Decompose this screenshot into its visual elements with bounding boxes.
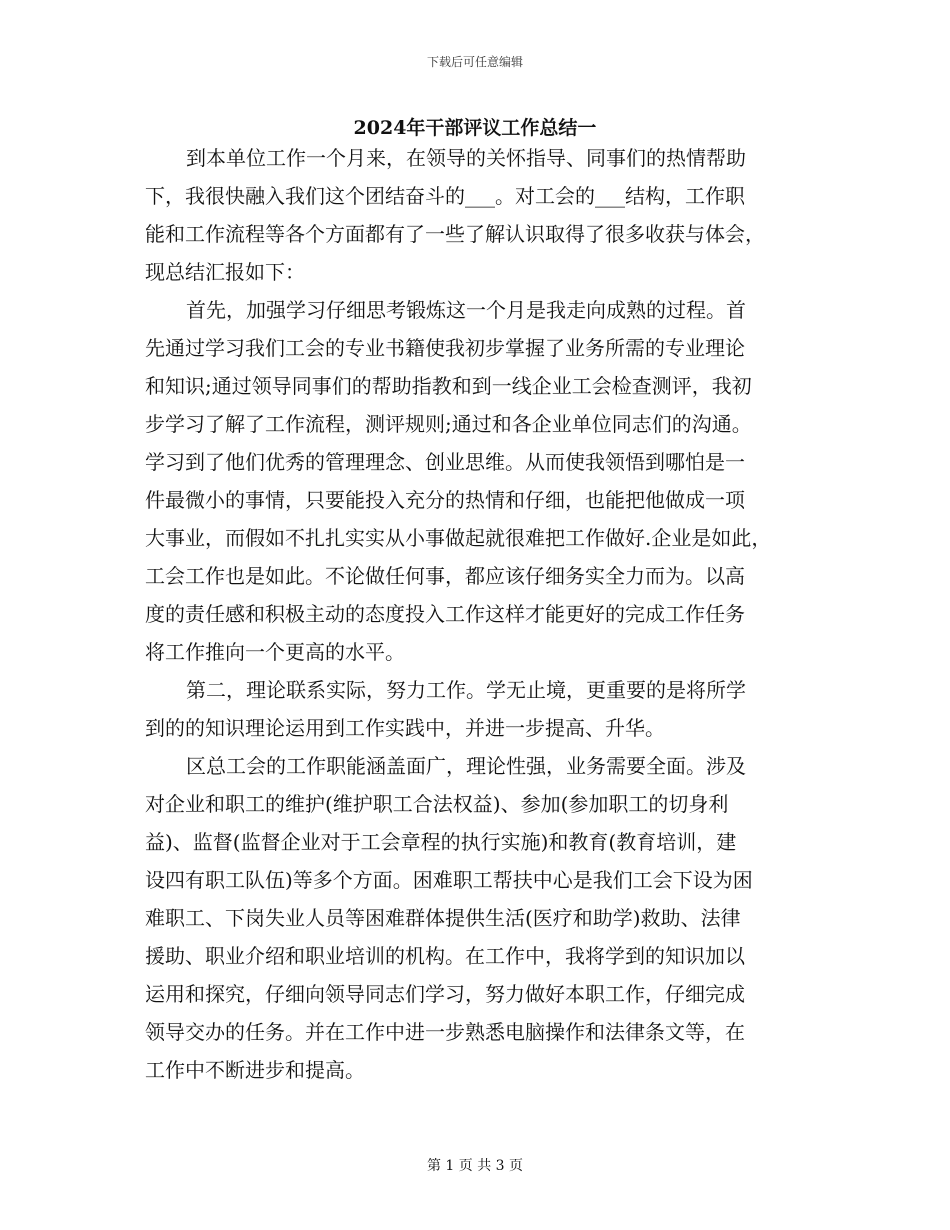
body-line: 大事业，而假如不扎扎实实从小事做起就很难把工作做好.企业是如此，	[145, 526, 772, 550]
body-line: 下，我很快融入我们这个团结奋斗的___。对工会的___结构，工作职	[145, 184, 745, 208]
body-line: 第二，理论联系实际，努力工作。学无止境，更重要的是将所学	[186, 678, 746, 702]
body-line: 将工作推向一个更高的水平。	[145, 640, 405, 664]
body-line: 益)、监督(监督企业对于工会章程的执行实施)和教育(教育培训，建	[145, 830, 737, 854]
body-line: 运用和探究，仔细向领导同志们学习，努力做好本职工作，仔细完成	[145, 982, 745, 1006]
body-line: 到的的知识理论运用到工作实践中，并进一步提高、升华。	[145, 716, 665, 740]
body-line: 领导交办的任务。并在工作中进一步熟悉电脑操作和法律条文等，在	[145, 1020, 745, 1044]
body-line: 步学习了解了工作流程，测评规则;通过和各企业单位同志们的沟通。	[145, 412, 752, 436]
document-title: 2024年干部评议工作总结一	[353, 117, 597, 139]
body-line: 度的责任感和积极主动的态度投入工作这样才能更好的完成工作任务	[145, 602, 745, 626]
body-line: 区总工会的工作职能涵盖面广，理论性强，业务需要全面。涉及	[186, 754, 746, 778]
page-number: 第 1 页 共 3 页	[426, 1158, 524, 1174]
body-line: 先通过学习我们工会的专业书籍使我初步掌握了业务所需的专业理论	[145, 336, 745, 360]
header-note: 下载后可任意编辑	[426, 55, 523, 69]
body-line: 难职工、下岗失业人员等困难群体提供生活(医疗和助学)救助、法律	[145, 906, 741, 930]
body-line: 学习到了他们优秀的管理理念、创业思维。从而使我领悟到哪怕是一	[145, 450, 745, 474]
body-line: 和知识;通过领导同事们的帮助指教和到一线企业工会检查测评，我初	[145, 374, 752, 398]
body-line: 工会工作也是如此。不论做任何事，都应该仔细务实全力而为。以高	[145, 564, 745, 588]
body-line: 现总结汇报如下：	[145, 260, 305, 284]
body-line: 能和工作流程等各个方面都有了一些了解认识取得了很多收获与体会，	[145, 222, 765, 246]
body-line: 对企业和职工的维护(维护职工合法权益)、参加(参加职工的切身利	[145, 792, 729, 816]
body-line: 首先，加强学习仔细思考锻炼这一个月是我走向成熟的过程。首	[186, 298, 746, 322]
body-line: 工作中不断进步和提高。	[145, 1058, 365, 1082]
body-line: 件最微小的事情，只要能投入充分的热情和仔细，也能把他做成一项	[145, 488, 745, 512]
body-line: 到本单位工作一个月来，在领导的关怀指导、同事们的热情帮助	[186, 146, 746, 170]
body-line: 援助、职业介绍和职业培训的机构。在工作中，我将学到的知识加以	[145, 944, 745, 968]
body-line: 设四有职工队伍)等多个方面。困难职工帮扶中心是我们工会下设为困	[145, 868, 753, 892]
